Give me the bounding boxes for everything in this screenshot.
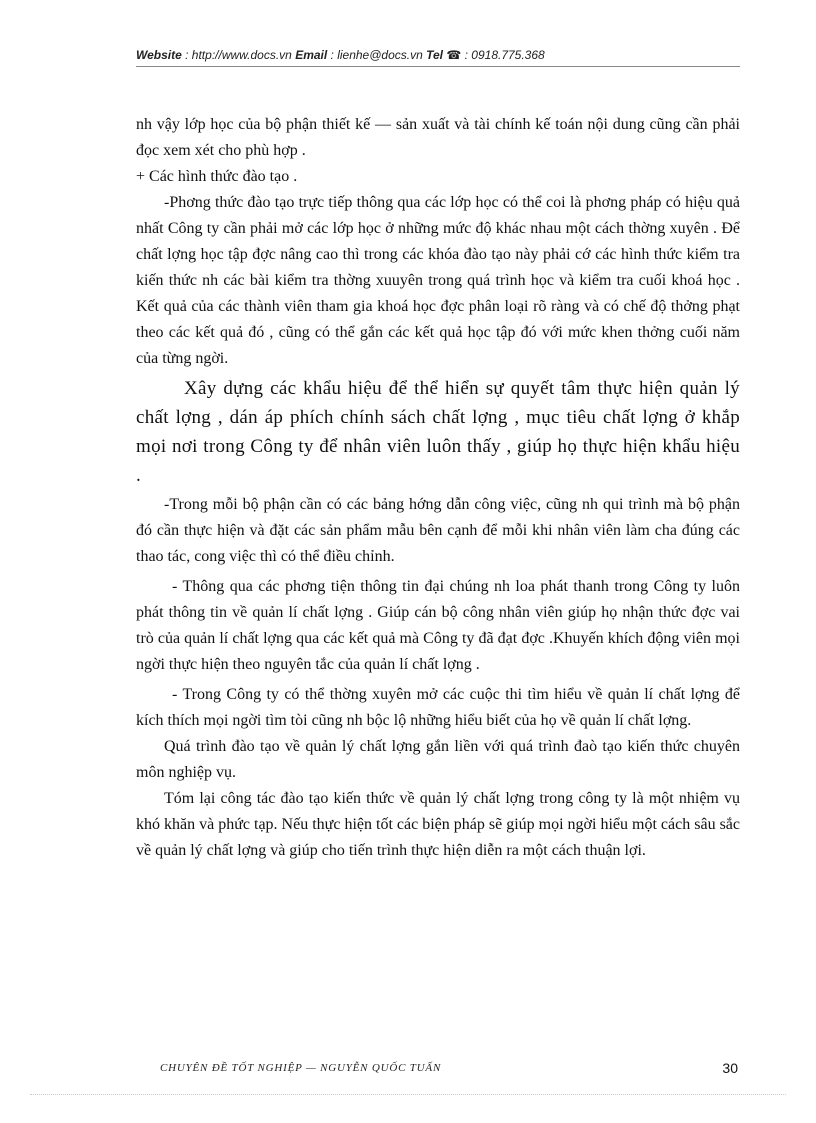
document-body — [136, 112, 740, 864]
website-label: Website — [136, 48, 182, 62]
bullet-paragraph — [136, 682, 740, 734]
email-label: Email — [295, 48, 328, 62]
page-footer: CHUYÊN ĐỀ TỐT NGHIỆP — NGUYỄN QUỐC TUẤN — [160, 1062, 442, 1074]
paragraph: nh vậy lớp học của bộ phận thiết kế — sản xuất và tài chính kế toán nội dung cũng cần phải đọc xem xét cho phù hợp . — [136, 116, 740, 159]
page-bottom-divider — [30, 1094, 786, 1095]
paragraph: -Trong mỗi bộ phận cần có các bảng hớng dẫn công việc, cũng nh qui trình mà bộ phận đó cần thực hiện và đặt các sản phẩm mẫu bên cạnh để mỗi khi nhân viên làm cha đúng các thao tác, cong việc thì có thể điều chỉnh. — [136, 496, 740, 565]
page-number: 30 — [722, 1060, 738, 1076]
paragraph: Quá trình đào tạo về quản lý chất lợng gắn liền với quá trình đaò tạo kiến thức chuyên môn nghiệp vụ. — [136, 738, 740, 781]
paragraph: Tóm lại công tác đào tạo kiến thức về quản lý chất lợng trong công ty là một nhiệm vụ khó khăn và phức tạp. Nếu thực hiện tốt các biện pháp sẽ giúp mọi ngời hiểu một cách sâu sắc về quản lý chất lợng và giúp cho tiến trình thực hiện diễn ra một cách thuận lợi. — [136, 790, 740, 859]
tel-label: Tel — [426, 48, 444, 62]
email-value: : lienhe@docs.vn — [327, 48, 427, 62]
bullet-text: Thông qua các phơng tiện thông tin đại chúng nh loa phát thanh trong Công ty luôn phát thông tin về quản lí chất lợng . Giúp cán bộ công nhân viên giúp họ nhận thức đợc vai trò của quản lí chất lợng qua các kết quả mà Công ty đã đạt đợc .Khuyến khích động viên mọi ngời thực hiện theo nguyên tắc của quản lí chất lợng . — [136, 578, 741, 673]
bullet-marker: - — [172, 686, 178, 703]
page-header — [136, 48, 740, 62]
paragraph: Xây dựng các khẩu hiệu để thể hiển sự quyết tâm thực hiện quản lý chất lợng , dán áp phích chính sách chất lợng , mục tiêu chất lợng ở khắp mọi nơi trong Công ty để nhân viên luôn thấy , giúp họ thực hiện khẩu hiệu . — [136, 378, 740, 486]
tel-value: ☎ : 0918.775.368 — [443, 48, 545, 62]
bullet-text: Trong Công ty có thể thờng xuyên mở các cuộc thi tìm hiểu về quản lí chất lợng để kích thích mọi ngời tìm tòi cũng nh bộc lộ những hiểu biết của họ về quản lí chất lợng. — [136, 686, 741, 729]
paragraph: -Phơng thức đào tạo trực tiếp thông qua các lớp học có thể coi là phơng pháp có hiệu quả nhất Công ty cần phải mở các lớp học ở những mức độ khác nhau một cách thờng xuyên . Để chất lợng học tập đợc nâng cao thì trong các khóa đào tạo này phải cớ các hình thức kiểm tra kiến thức nh các bài kiểm tra thờng xuuyên trong quá trình học và kiểm tra cuối khoá học . Kết quả của các thành viên tham gia khoá học đợc phân loại rõ ràng và có chế độ thởng phạt theo các kết quả đó , cũng có thể gắn các kết quả học tập đó với mức khen thởng cuối năm của từng ngời. — [136, 194, 740, 367]
bullet-paragraph — [136, 574, 740, 678]
bullet-marker: - — [172, 578, 178, 595]
header-divider — [136, 66, 740, 67]
website-value: : http://www.docs.vn — [181, 48, 296, 62]
paragraph: + Các hình thức đào tạo . — [136, 168, 298, 185]
